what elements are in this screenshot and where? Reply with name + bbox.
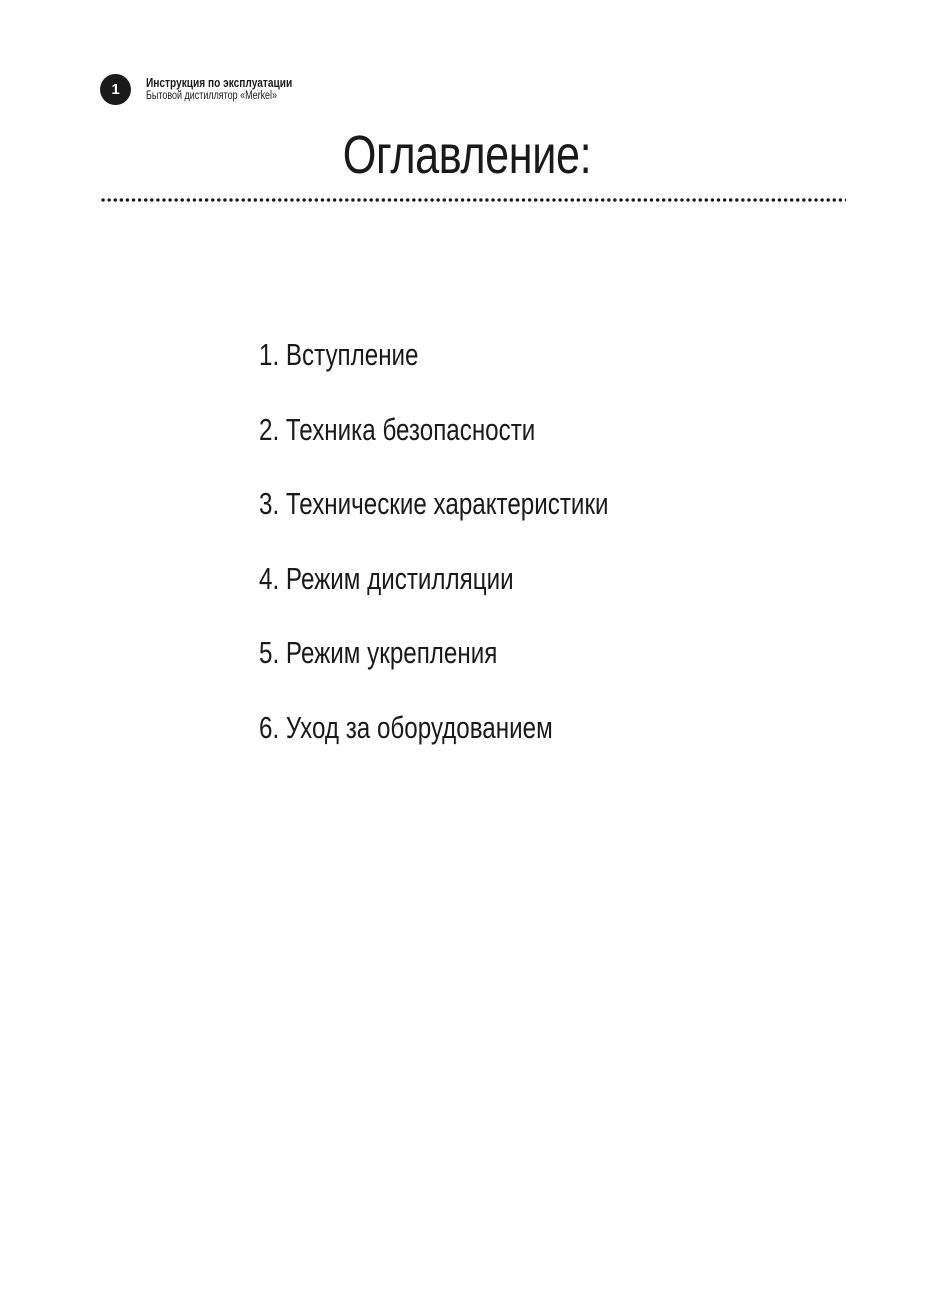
header-text (146, 75, 292, 104)
toc-list (259, 335, 707, 783)
manual-subtitle: Бытовой дистиллятор «Merkel» (146, 90, 278, 103)
page-number-badge: 1 (100, 74, 131, 105)
toc-item-distillation-mode[interactable]: 4. Режим дистилляции (259, 560, 514, 596)
manual-title: Инструкция по эксплуатации (146, 74, 293, 90)
toc-item-safety[interactable]: 2. Техника безопасности (259, 411, 536, 447)
toc-title: Оглавление: (342, 125, 592, 185)
toc-item-introduction[interactable]: 1. Вступление (259, 337, 419, 372)
dotted-divider (100, 198, 846, 202)
page-header (100, 74, 333, 105)
toc-item-specifications[interactable]: 3. Технические характеристики (259, 486, 609, 522)
toc-item-equipment-care[interactable]: 6. Уход за оборудованием (259, 709, 553, 745)
toc-item-rectification-mode[interactable]: 5. Режим укрепления (259, 635, 498, 671)
